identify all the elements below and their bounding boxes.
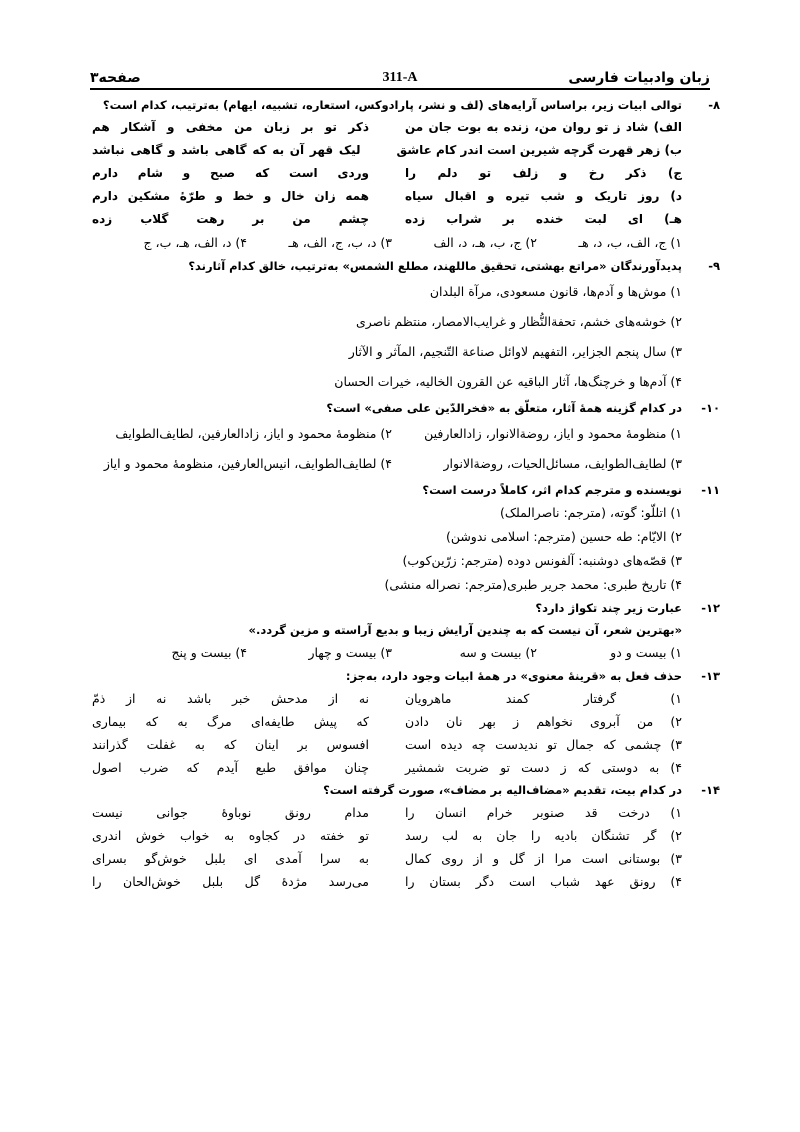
option-1[interactable]: ۱) اتللّو: گوته، (مترجم: ناصرالملک) <box>499 505 682 520</box>
verse-hemistich-right: ۴) رونق عهد شباب است دگر بستان را <box>405 874 682 889</box>
option-2[interactable] <box>92 710 712 733</box>
option-2[interactable]: ۲) منظومهٔ محمود و ایاز، زادالعارفین، لطایف‌الطوایف <box>115 426 392 441</box>
verse-hemistich-left: ذکر تو بر زبان من مخفی و آشکار هم <box>92 120 369 134</box>
verse-hemistich-right: هـ) ای لبت خنده بر شراب زده <box>405 212 682 226</box>
question-number: -۱۱ <box>701 483 720 497</box>
question-10 <box>92 397 720 479</box>
question-header <box>92 479 720 501</box>
verse-hemistich-left: مدام رونق نوباوهٔ جوانی نیست <box>92 805 369 820</box>
options-row <box>92 231 712 255</box>
question-8 <box>92 94 720 255</box>
option-4[interactable] <box>92 870 712 893</box>
option-4[interactable]: ۴) بیست و پنج <box>171 645 247 660</box>
verse-hemistich-left: که پیش طایفه‌ای مرگ به که بیماری <box>92 714 369 729</box>
option-2[interactable]: ۲) بیست و سه <box>459 645 537 660</box>
verse-hemistich-right: ۲) من آبروی نخواهم ز بهر نان دادن <box>405 714 682 729</box>
verse-hemistich-left: وردی است که صبح و شام دارم <box>92 166 369 180</box>
page-header <box>90 66 710 90</box>
verse-hemistich-right: ۱) گرفتار کمند ماهرویان <box>405 691 682 706</box>
question-text: پدیدآورندگان «مراتع بهشتی، تحقیق ماللهند، مطلع الشمس» به‌ترتیب، خالق کدام آثارند؟ <box>188 259 682 273</box>
options-row <box>92 419 712 449</box>
option-1[interactable]: ۱) ج، الف، ب، د، هـ <box>578 235 682 250</box>
verse-hemistich-right: الف) شاد ز تو روان من، زنده به بوت جان من <box>405 120 682 134</box>
question-12 <box>92 597 720 665</box>
option-2[interactable] <box>92 824 712 847</box>
option-2[interactable]: ۲) خوشه‌های خشم، تحفةالنُّظار و غرایب‌الامصار، منتظم ناصری <box>355 314 682 329</box>
question-text: در کدام گزینه همهٔ آثار، متعلّق به «فخرالدّین علی صفی» است؟ <box>326 401 682 415</box>
verse-hemistich-right: ۴) به دوستی که ز دست تو ضربت شمشیر <box>405 760 682 775</box>
option-1[interactable]: ۱) موش‌ها و آدم‌ها، قانون مسعودی، مرآة البلدان <box>429 284 682 299</box>
question-text: در کدام بیت، تقدیم «مضاف‌الیه بر مضاف»، صورت گرفته است؟ <box>323 783 682 797</box>
question-header <box>92 779 720 801</box>
verse-hemistich-left: افسوس بر اینان که به غفلت گذرانند <box>92 737 369 752</box>
question-text: توالی ابیات زیر، براساس آرایه‌های (لف و نشر، پارادوکس، استعاره، تشبیه، ایهام) به‌ترتیب، کدام است؟ <box>102 98 682 112</box>
option-3[interactable]: ۳) بیست و چهار <box>308 645 392 660</box>
verse-row <box>92 139 712 162</box>
verse-hemistich-left: نه از مدحش خبر باشد نه از ذمّ <box>92 691 369 706</box>
option-3[interactable] <box>92 847 712 870</box>
verse-hemistich-left: می‌رسد مژدهٔ گل بلبل خوش‌الحان را <box>92 874 369 889</box>
option-3[interactable]: ۳) سال پنجم الجزایر، التفهیم لاوائل صناعة التّنجیم، المآثر و الآثار <box>348 344 682 359</box>
verse-hemistich-right: ج) ذکر رخ و زلف تو دلم را <box>405 166 682 180</box>
option-1[interactable]: ۱) منظومهٔ محمود و ایاز، روضةالانوار، زادالعارفین <box>424 426 682 441</box>
question-14 <box>92 779 720 893</box>
option-4[interactable] <box>92 756 712 779</box>
question-header <box>92 597 720 619</box>
question-number: -۱۴ <box>701 783 720 797</box>
verse-hemistich-right: ب) زهر قهرت گرچه شیرین است اندر کام عاشق <box>396 143 682 157</box>
option-3[interactable] <box>92 733 712 756</box>
verse-row <box>92 162 712 185</box>
verse-hemistich-left: چنان موافق طبع آیدم که ضرب اصول <box>92 760 369 775</box>
question-header <box>92 397 720 419</box>
page-number: صفحه۳ <box>90 70 141 86</box>
verse-row <box>92 185 712 208</box>
option-1[interactable] <box>92 687 712 710</box>
option-4[interactable]: ۴) تاریخ طبری: محمد جریر طبری(مترجم: نصراله منشی) <box>384 577 682 592</box>
question-9 <box>92 255 720 397</box>
option-4[interactable]: ۴) آدم‌ها و خرچنگ‌ها، آثار الباقیه عن القرون الخالیه، خیرات الحسان <box>334 374 682 389</box>
question-number: -۱۳ <box>701 669 720 683</box>
option-1[interactable]: ۱) بیست و دو <box>610 645 682 660</box>
verse-hemistich-left: به سرا آمدی ای بلبل خوش‌گو بسرای <box>92 851 369 866</box>
question-header <box>92 665 720 687</box>
verse-hemistich-right: د) روز تاریک و شب تیره و اقبال سیاه <box>405 189 682 203</box>
question-header <box>92 255 720 277</box>
verse-hemistich-left: لیک قهر آن به که گاهی باشد و گاهی نباشد <box>92 143 361 157</box>
verse-hemistich-left: چشم من بر رهت گلاب زده <box>92 212 369 226</box>
verse-hemistich-right: ۳) چشمی که جمال تو ندیدست چه دیده است <box>405 737 682 752</box>
question-13 <box>92 665 720 779</box>
question-text: نویسنده و مترجم کدام اثر، کاملاً درست است؟ <box>422 483 682 497</box>
verse-row <box>92 116 712 139</box>
option-2[interactable]: ۲) ج، ب، هـ، د، الف <box>433 235 537 250</box>
question-number: -۸ <box>708 98 720 112</box>
verse-hemistich-right: ۲) گر تشنگان بادیه را جان به لب رسد <box>405 828 682 843</box>
question-number: -۱۰ <box>701 401 720 415</box>
questions-container <box>92 94 720 893</box>
option-4[interactable]: ۴) لطایف‌الطوایف، انیس‌العارفین، منظومهٔ محمود و ایاز <box>103 456 392 471</box>
option-3[interactable]: ۳) د، ب، ج، الف، هـ <box>288 235 392 250</box>
question-number: -۱۲ <box>701 601 720 615</box>
question-number: -۹ <box>708 259 720 273</box>
options-row <box>92 449 712 479</box>
verse-hemistich-left: همه زان خال و خط و طرّهٔ مشکین دارم <box>92 189 369 203</box>
question-text: حذف فعل به «قرینهٔ معنوی» در همهٔ ابیات وجود دارد، به‌جز: <box>345 669 682 683</box>
option-3[interactable]: ۳) لطایف‌الطوایف، مسائل‌الحیات، روضةالانوار <box>443 456 682 471</box>
option-1[interactable] <box>92 801 712 824</box>
subject-title: زبان وادبیات فارسی <box>568 70 710 86</box>
exam-code: 311-A <box>382 70 418 85</box>
option-4[interactable]: ۴) د، الف، هـ، ب، ج <box>143 235 247 250</box>
verse-hemistich-right: ۱) درخت قد صنوبر خرام انسان را <box>405 805 682 820</box>
verse-row <box>92 208 712 231</box>
question-text: عبارت زیر چند تکواژ دارد؟ <box>535 601 682 615</box>
option-2[interactable]: ۲) الایّام: طه حسین (مترجم: اسلامی ندوشن) <box>445 529 682 544</box>
options-row <box>92 641 712 665</box>
verse-hemistich-left: تو خفته در کجاوه به خواب خوش اندری <box>92 828 369 843</box>
question-quote: «بهترین شعر، آن نیست که به چندین آرایش زیبا و بدیع آراسته و مزین گردد.» <box>248 623 682 637</box>
verse-hemistich-right: ۳) بوستانی است مرا از گل و از روی کمال <box>405 851 682 866</box>
question-11 <box>92 479 720 597</box>
option-3[interactable]: ۳) قصّه‌های دوشنبه: آلفونس دوده (مترجم: زرّین‌کوب) <box>402 553 682 568</box>
question-header <box>92 94 720 116</box>
